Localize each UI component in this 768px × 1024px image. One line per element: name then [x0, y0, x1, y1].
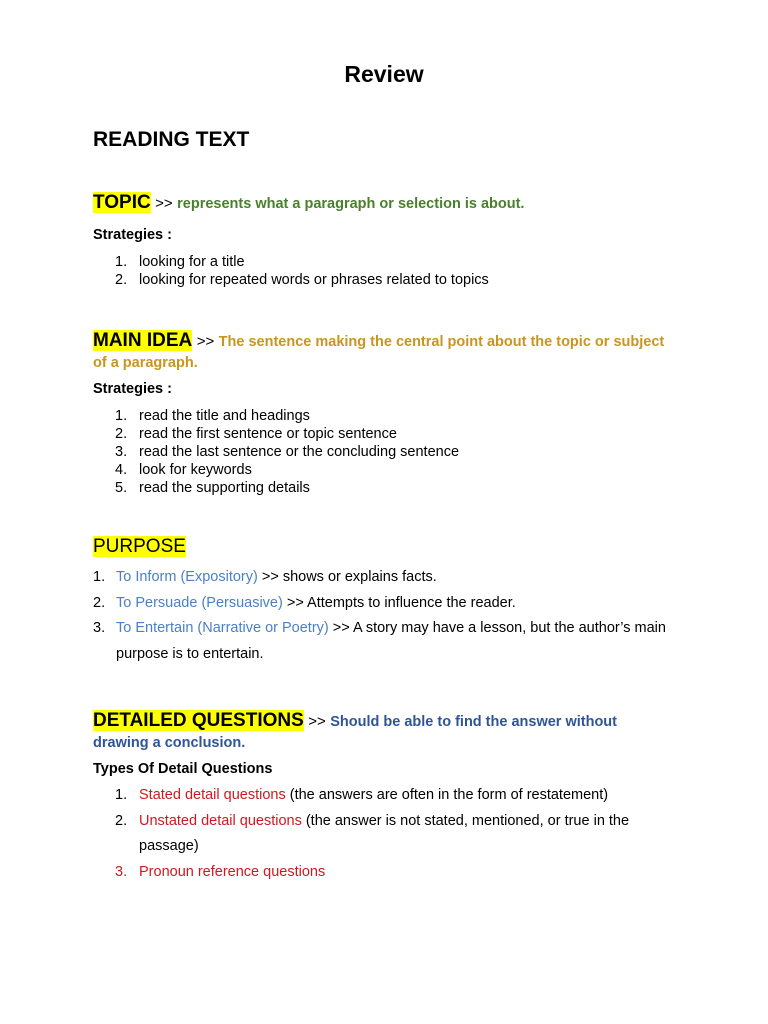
main-idea-heading-line — [93, 329, 673, 373]
topic-strategies-label: Strategies : — [93, 227, 172, 243]
list-item: 5. read the supporting details — [115, 480, 310, 496]
document-title: Review — [344, 61, 424, 87]
list-item: 3. Pronoun reference questions — [115, 863, 326, 880]
main-idea-description: The sentence making the central point about the topic or subject of a paragraph. — [93, 334, 665, 371]
main-idea-arrow: >> — [196, 333, 215, 350]
purpose-list — [93, 565, 673, 667]
detail-types-label: Types Of Detail Questions — [93, 761, 273, 777]
list-item: 1. looking for a title — [115, 254, 245, 270]
topic-heading-line — [93, 191, 673, 215]
main-idea-strategies-label: Strategies : — [93, 381, 172, 397]
main-idea-heading: MAIN IDEA — [93, 330, 193, 351]
list-item: 2. To Persuade (Persuasive) >> Attempts to influence the reader. — [93, 594, 516, 611]
list-item: 1. Stated detail questions (the answers are often in the form of restatement) — [115, 787, 609, 803]
list-item: 1. read the title and headings — [115, 408, 310, 424]
purpose-heading-line — [93, 535, 673, 559]
topic-arrow: >> — [155, 195, 173, 212]
list-item: 3. read the last sentence or the concluding sentence — [115, 444, 460, 460]
detail-types-list — [93, 783, 673, 885]
topic-heading: TOPIC — [93, 192, 151, 213]
list-item: 2. looking for repeated words or phrases related to topics — [115, 272, 489, 288]
detailed-questions-description: Should be able to find the answer without drawing a conclusion. — [93, 714, 617, 751]
list-item: 2. read the first sentence or topic sentence — [115, 426, 397, 442]
list-item: 4. look for keywords — [115, 462, 252, 478]
detailed-questions-heading-line — [93, 709, 673, 753]
section-title: READING TEXT — [93, 128, 250, 151]
detailed-questions-arrow: >> — [308, 713, 326, 730]
list-item: 2. Unstated detail questions (the answer is not stated, mentioned, or true in the passage) — [115, 812, 630, 854]
main-idea-strategies-list — [93, 407, 673, 497]
topic-description: represents what a paragraph or selection is about. — [177, 196, 525, 212]
detailed-questions-heading: DETAILED QUESTIONS — [93, 710, 304, 731]
list-item: 1. To Inform (Expository) >> shows or explains facts. — [93, 569, 437, 585]
list-item: 3. To Entertain (Narrative or Poetry) >> A story may have a lesson, but the author’s main purpose is to entertain. — [93, 620, 666, 662]
purpose-heading: PURPOSE — [93, 536, 186, 557]
topic-strategies-list — [93, 253, 673, 289]
